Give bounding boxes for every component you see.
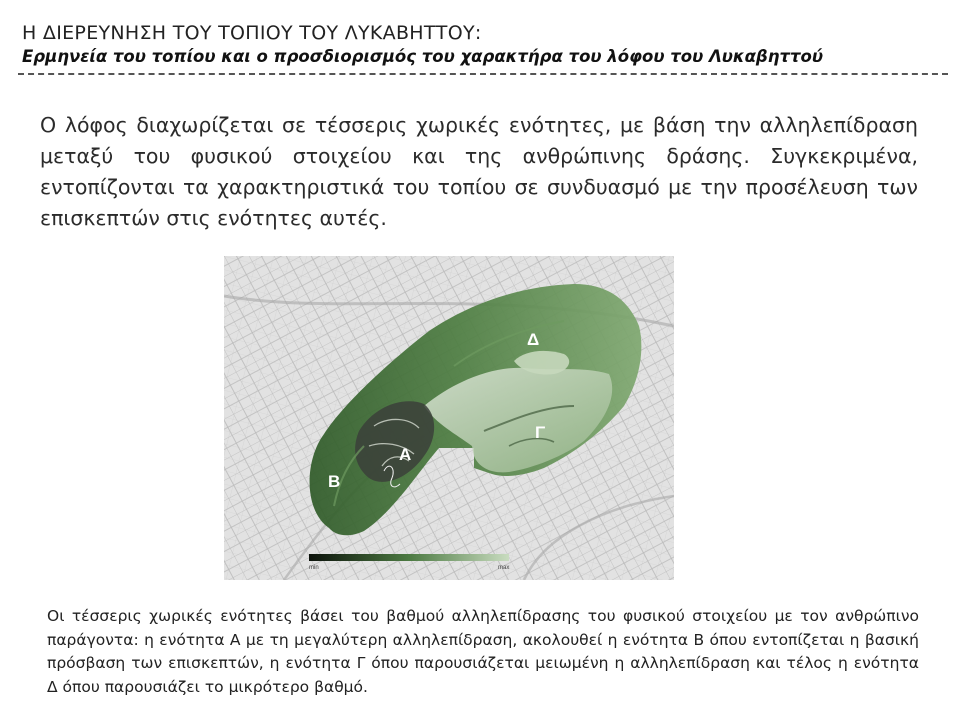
slide-title: Η ΔΙΕΡΕΥΝΗΣΗ ΤΟΥ ΤΟΠΙΟΥ ΤΟΥ ΛΥΚΑΒΗΤΤΟΥ: [22, 22, 482, 44]
title-divider [18, 73, 948, 75]
lycabettus-zone-map [224, 256, 674, 580]
figure-caption: Οι τέσσερις χωρικές ενότητες βάσει του βαθμού αλληλεπίδρασης του φυσικού στοιχείου με τον ανθρώπινο παράγοντα: η ενότητα Α με τη μεγαλύτερη αλληλεπίδραση, ακολουθεί η ενότητα Β όπου εντοπίζεται η βασική πρόσβαση των επισκεπτών, η ενότητα Γ όπου παρουσιάζεται μειωμένη η αλληλεπίδραση και τέλος η ενότητα Δ όπου παρουσιάζει το μικρότερο βαθμό. [47, 607, 919, 696]
zone-label-d: Δ [527, 330, 540, 349]
slide-subtitle: Ερμηνεία του τοπίου και ο προσδιορισμός του χαρακτήρα του λόφου του Λυκαβηττού [22, 47, 824, 66]
zone-label-a: Α [399, 445, 412, 464]
intro-paragraph: Ο λόφος διαχωρίζεται σε τέσσερις χωρικές ενότητες, με βάση την αλληλεπίδραση μεταξύ του φυσικού στοιχείου και της ανθρώπινης δράσης. Συγκεκριμένα, εντοπίζονται τα χαρακτηριστικά του τοπίου σε συνδυασμό με την προσέλευση των επισκεπτών στις ενότητες αυτές. [40, 113, 918, 230]
legend-max-label: max [498, 565, 510, 571]
legend-min-label: min [309, 565, 319, 571]
zone-label-b: Β [328, 472, 341, 491]
legend-gradient-bar [309, 554, 509, 561]
map-graphic [224, 256, 674, 580]
zone-label-g: Γ [535, 423, 546, 442]
